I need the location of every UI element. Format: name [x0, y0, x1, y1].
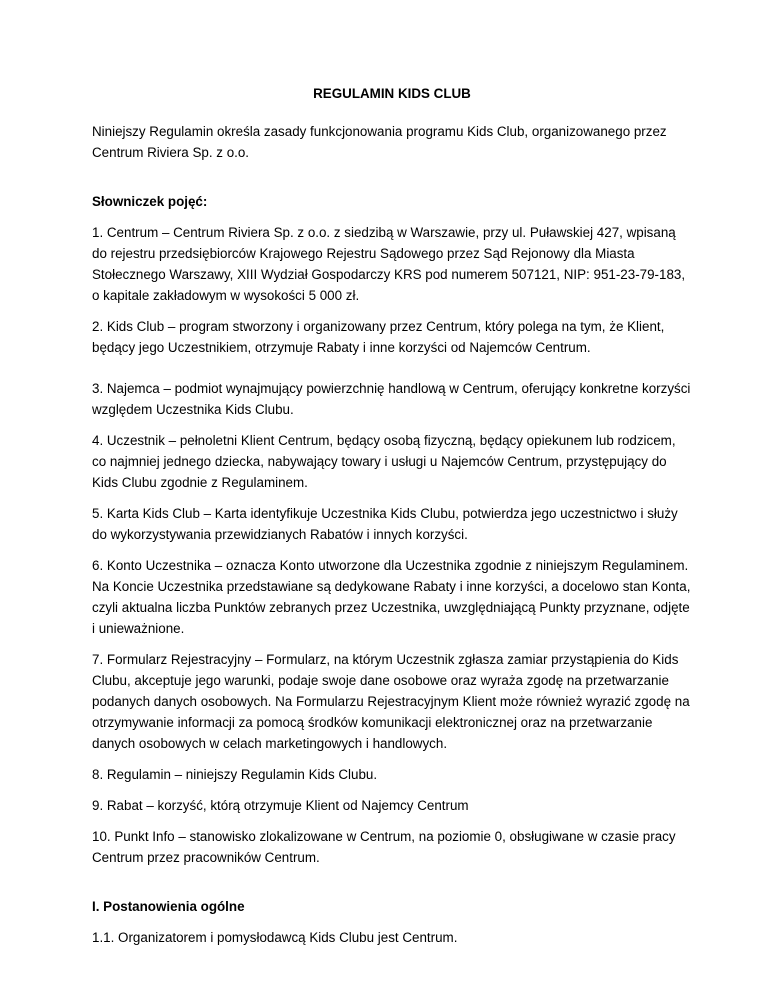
definition-7: 7. Formularz Rejestracyjny – Formularz, na którym Uczestnik zgłasza zamiar przystąpienia do Kids Clubu, akceptuje jego warunki, podaje swoje dane osobowe oraz wyraża zgodę na przetwarzanie podanych danych osobowych. Na Formularzu Rejestracyjnym Klient może również wyrazić zgodę na otrzymywanie informacji za pomocą środków komunikacji elektronicznej oraz na przetwarzanie danych osobowych w celach marketingowych i handlowych. — [92, 652, 690, 751]
definition-6: 6. Konto Uczestnika – oznacza Konto utworzone dla Uczestnika zgodnie z niniejszym Regulaminem. Na Koncie Uczestnika przedstawiane są dedykowane Rabaty i inne korzyści, a docelowo stan Konta, czyli aktualna liczba Punktów zebranych przez Uczestnika, uwzględniającą Punkty przyznane, odjęte i unieważnione. — [92, 558, 691, 636]
definition-9: 9. Rabat – korzyść, którą otrzymuje Klient od Najemcy Centrum — [92, 798, 469, 813]
definition-2: 2. Kids Club – program stworzony i organizowany przez Centrum, który polega na tym, że Klient, będący jego Uczestnikiem, otrzymuje Rabaty i inne korzyści od Najemców Centrum. — [92, 319, 665, 355]
definition-1: 1. Centrum – Centrum Riviera Sp. z o.o. z siedzibą w Warszawie, przy ul. Puławskiej 427, wpisaną do rejestru przedsiębiorców Krajowego Rejestru Sądowego przez Sąd Rejonowy dla Miasta Stołecznego Warszawy, XIII Wydział Gospodarczy KRS pod numerem 507121, NIP: 951-23-79-183, o kapitale zakładowym w wysokości 5 000 zł. — [92, 225, 686, 303]
document-title: REGULAMIN KIDS CLUB — [313, 86, 471, 101]
definition-4: 4. Uczestnik – pełnoletni Klient Centrum, będący osobą fizyczną, będący opiekunem lub rodzicem, co najmniej jednego dziecka, nabywający towary i usługi u Najemców Centrum, przystępujący do Kids Clubu zgodnie z Regulaminem. — [92, 433, 676, 490]
section-1-item-1: 1.1. Organizatorem i pomysłodawcą Kids Clubu jest Centrum. — [92, 930, 458, 945]
definition-10: 10. Punkt Info – stanowisko zlokalizowane w Centrum, na poziomie 0, obsługiwane w czasie pracy Centrum przez pracowników Centrum. — [92, 829, 676, 865]
definition-3: 3. Najemca – podmiot wynajmujący powierzchnię handlową w Centrum, oferujący konkretne korzyści względem Uczestnika Kids Clubu. — [92, 381, 691, 417]
intro-paragraph: Niniejszy Regulamin określa zasady funkcjonowania programu Kids Club, organizowanego przez Centrum Riviera Sp. z o.o. — [92, 124, 667, 160]
glossary-heading: Słowniczek pojęć: — [92, 194, 208, 209]
document-page — [92, 84, 692, 958]
section-1-heading: I. Postanowienia ogólne — [92, 899, 245, 914]
definition-5: 5. Karta Kids Club – Karta identyfikuje Uczestnika Kids Clubu, potwierdza jego uczestnictwo i służy do wykorzystywania przewidzianych Rabatów i innych korzyści. — [92, 506, 678, 542]
definition-8: 8. Regulamin – niniejszy Regulamin Kids Clubu. — [92, 767, 378, 782]
